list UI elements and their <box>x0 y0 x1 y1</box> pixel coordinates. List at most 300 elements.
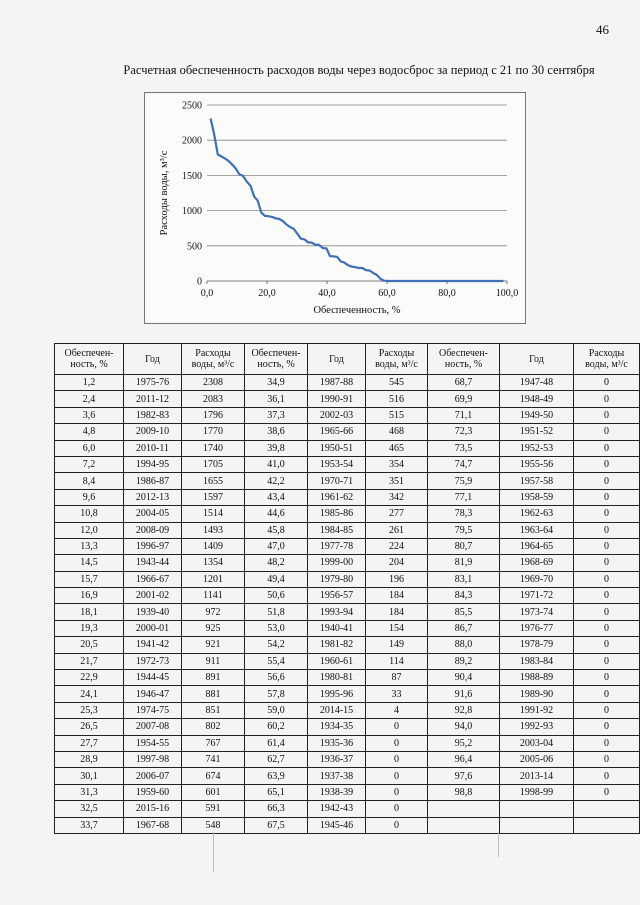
column-header-line: ность, % <box>444 359 483 370</box>
table-cell: 0 <box>574 784 640 800</box>
table-cell: 84,3 <box>428 588 500 604</box>
table-cell: 2011-12 <box>124 391 182 407</box>
table-cell: 15,7 <box>55 571 124 587</box>
table-cell: 44,6 <box>245 506 308 522</box>
table-row <box>55 719 640 735</box>
x-tick-label: 40,0 <box>318 288 336 299</box>
table-cell: 1938-39 <box>308 784 366 800</box>
table-cell: 149 <box>366 637 428 653</box>
table-cell: 41,0 <box>245 456 308 472</box>
table-cell: 0 <box>574 456 640 472</box>
table-cell: 0 <box>574 473 640 489</box>
table-cell: 80,7 <box>428 538 500 554</box>
table-row <box>55 473 640 489</box>
table-cell: 20,5 <box>55 637 124 653</box>
table-cell: 2007-08 <box>124 719 182 735</box>
column-header <box>55 344 124 375</box>
table-row <box>55 637 640 653</box>
table-cell: 48,2 <box>245 555 308 571</box>
table-cell: 95,2 <box>428 735 500 751</box>
table-cell: 925 <box>182 620 245 636</box>
table-cell <box>574 801 640 817</box>
table-cell: 1989-90 <box>500 686 574 702</box>
table-cell: 1942-43 <box>308 801 366 817</box>
table-cell: 66,3 <box>245 801 308 817</box>
column-header <box>366 344 428 375</box>
table-cell: 277 <box>366 506 428 522</box>
table-cell: 18,1 <box>55 604 124 620</box>
page-number: 46 <box>596 22 609 37</box>
table-cell: 24,1 <box>55 686 124 702</box>
table-cell: 39,8 <box>245 440 308 456</box>
table-cell: 85,5 <box>428 604 500 620</box>
table-cell: 224 <box>366 538 428 554</box>
table-cell: 50,6 <box>245 588 308 604</box>
table-cell: 1935-36 <box>308 735 366 751</box>
table-cell: 87 <box>366 670 428 686</box>
table-cell: 0 <box>574 735 640 751</box>
table-cell: 1201 <box>182 571 245 587</box>
table-cell: 1972-73 <box>124 653 182 669</box>
table-cell: 2012-13 <box>124 489 182 505</box>
table-cell: 54,2 <box>245 637 308 653</box>
table-cell: 91,6 <box>428 686 500 702</box>
table-cell: 1655 <box>182 473 245 489</box>
table-cell: 56,6 <box>245 670 308 686</box>
table-cell: 1988-89 <box>500 670 574 686</box>
x-tick-label: 60,0 <box>378 288 396 299</box>
table-cell: 1982-83 <box>124 407 182 423</box>
table-cell: 0 <box>574 506 640 522</box>
table-cell: 1981-82 <box>308 637 366 653</box>
table-cell: 184 <box>366 588 428 604</box>
column-header-line: Расходы <box>195 348 231 359</box>
table-cell: 12,0 <box>55 522 124 538</box>
table-cell: 1967-68 <box>124 817 182 833</box>
table-cell: 1940-41 <box>308 620 366 636</box>
table-cell: 0 <box>574 653 640 669</box>
y-axis-title: Расходы воды, м³/с <box>159 150 170 236</box>
scan-artifact <box>213 832 214 872</box>
table-cell: 0 <box>574 538 640 554</box>
table-cell: 891 <box>182 670 245 686</box>
table-cell: 154 <box>366 620 428 636</box>
table-cell: 1992-93 <box>500 719 574 735</box>
table-cell: 0 <box>366 768 428 784</box>
table-cell: 2,4 <box>55 391 124 407</box>
table-cell: 71,1 <box>428 407 500 423</box>
table-cell: 2001-02 <box>124 588 182 604</box>
table-row <box>55 506 640 522</box>
table-cell: 1354 <box>182 555 245 571</box>
table-cell: 92,8 <box>428 702 500 718</box>
table-cell: 2083 <box>182 391 245 407</box>
table-cell: 0 <box>574 768 640 784</box>
table-cell: 196 <box>366 571 428 587</box>
table-row <box>55 817 640 833</box>
table-cell: 1936-37 <box>308 751 366 767</box>
table-cell: 37,3 <box>245 407 308 423</box>
table-cell: 1958-59 <box>500 489 574 505</box>
table-cell: 1959-60 <box>124 784 182 800</box>
table-cell: 1993-94 <box>308 604 366 620</box>
table-cell: 57,8 <box>245 686 308 702</box>
column-header <box>182 344 245 375</box>
table-row <box>55 489 640 505</box>
table-cell: 67,5 <box>245 817 308 833</box>
table-body <box>55 375 640 834</box>
table-cell: 38,6 <box>245 424 308 440</box>
table-cell: 0 <box>574 391 640 407</box>
table-cell: 851 <box>182 702 245 718</box>
table-cell: 59,0 <box>245 702 308 718</box>
column-header <box>245 344 308 375</box>
table-cell: 1934-35 <box>308 719 366 735</box>
table-cell: 86,7 <box>428 620 500 636</box>
table-cell: 53,0 <box>245 620 308 636</box>
table-cell: 77,1 <box>428 489 500 505</box>
table-cell: 674 <box>182 768 245 784</box>
table-cell: 6,0 <box>55 440 124 456</box>
table-cell: 1705 <box>182 456 245 472</box>
table-cell: 30,1 <box>55 768 124 784</box>
table-cell: 69,9 <box>428 391 500 407</box>
table-cell: 1944-45 <box>124 670 182 686</box>
table-cell: 1141 <box>182 588 245 604</box>
table-cell: 60,2 <box>245 719 308 735</box>
table-cell: 0 <box>574 407 640 423</box>
table-cell: 2013-14 <box>500 768 574 784</box>
column-header-line: воды, м³/с <box>191 359 235 370</box>
column-header-line: Расходы <box>588 348 625 359</box>
table-cell: 2009-10 <box>124 424 182 440</box>
table-cell: 0 <box>574 440 640 456</box>
table-cell: 548 <box>182 817 245 833</box>
table-cell: 75,9 <box>428 473 500 489</box>
table-row <box>55 620 640 636</box>
table-row <box>55 784 640 800</box>
table-cell: 1998-99 <box>500 784 574 800</box>
table-cell <box>500 801 574 817</box>
table-row <box>55 440 640 456</box>
column-header-line: ность, % <box>257 359 295 370</box>
table-cell: 88,0 <box>428 637 500 653</box>
table-cell: 2010-11 <box>124 440 182 456</box>
table-cell: 1945-46 <box>308 817 366 833</box>
table-cell: 33,7 <box>55 817 124 833</box>
table-cell: 1961-62 <box>308 489 366 505</box>
table-row <box>55 653 640 669</box>
table-cell: 2003-04 <box>500 735 574 751</box>
data-table <box>54 343 640 834</box>
table-row <box>55 522 640 538</box>
table-cell: 13,3 <box>55 538 124 554</box>
table-cell: 1941-42 <box>124 637 182 653</box>
table-cell: 1514 <box>182 506 245 522</box>
table-cell: 31,3 <box>55 784 124 800</box>
table-cell: 7,2 <box>55 456 124 472</box>
table-cell: 1937-38 <box>308 768 366 784</box>
table-cell: 0 <box>574 424 640 440</box>
table-row <box>55 768 640 784</box>
y-tick-label: 1000 <box>182 206 202 218</box>
table-cell: 351 <box>366 473 428 489</box>
table-cell: 3,6 <box>55 407 124 423</box>
table-cell: 1960-61 <box>308 653 366 669</box>
flow-probability-chart <box>145 93 527 325</box>
table-cell: 1409 <box>182 538 245 554</box>
table-cell: 545 <box>366 375 428 391</box>
table-cell: 0 <box>574 670 640 686</box>
table-cell: 972 <box>182 604 245 620</box>
table-cell: 97,6 <box>428 768 500 784</box>
table-cell: 1963-64 <box>500 522 574 538</box>
table-cell <box>500 817 574 833</box>
table-cell: 36,1 <box>245 391 308 407</box>
table-cell: 43,4 <box>245 489 308 505</box>
x-tick-label: 20,0 <box>258 288 276 299</box>
table-cell: 1995-96 <box>308 686 366 702</box>
table-cell: 1946-47 <box>124 686 182 702</box>
table-cell: 1957-58 <box>500 473 574 489</box>
table-header-row <box>55 344 640 375</box>
table-cell: 65,1 <box>245 784 308 800</box>
column-header-line: Расходы <box>378 348 415 359</box>
column-header-line: Обеспечен- <box>64 348 114 359</box>
table-cell: 1987-88 <box>308 375 366 391</box>
table-cell: 26,5 <box>55 719 124 735</box>
table-cell: 767 <box>182 735 245 751</box>
table-cell: 0 <box>574 375 640 391</box>
table-cell: 114 <box>366 653 428 669</box>
table-cell: 204 <box>366 555 428 571</box>
table-cell: 0 <box>574 522 640 538</box>
table-cell <box>428 801 500 817</box>
table-cell: 1947-48 <box>500 375 574 391</box>
table-cell: 1950-51 <box>308 440 366 456</box>
table-row <box>55 424 640 440</box>
table-cell: 2014-15 <box>308 702 366 718</box>
table-row <box>55 604 640 620</box>
table-cell: 0 <box>574 637 640 653</box>
x-axis-title: Обеспеченность, % <box>313 305 401 316</box>
table-row <box>55 391 640 407</box>
scan-artifact <box>498 832 499 857</box>
table-cell: 516 <box>366 391 428 407</box>
table-cell: 62,7 <box>245 751 308 767</box>
table-cell: 1953-54 <box>308 456 366 472</box>
table-cell <box>428 817 500 833</box>
table-row <box>55 555 640 571</box>
y-tick-label: 0 <box>197 276 202 288</box>
table-cell: 2002-03 <box>308 407 366 423</box>
table-cell: 9,6 <box>55 489 124 505</box>
table-cell: 184 <box>366 604 428 620</box>
table-cell: 1980-81 <box>308 670 366 686</box>
document-title: Расчетная обеспеченность расходов воды через водосброс за период с 21 по 30 сентября <box>123 63 595 77</box>
table-cell: 90,4 <box>428 670 500 686</box>
table-cell: 0 <box>366 719 428 735</box>
y-tick-label: 2500 <box>182 100 202 112</box>
x-tick-label: 80,0 <box>438 288 456 299</box>
table-row <box>55 670 640 686</box>
table-cell: 1740 <box>182 440 245 456</box>
column-header <box>428 344 500 375</box>
table-cell: 1969-70 <box>500 571 574 587</box>
table-cell: 0 <box>366 801 428 817</box>
table-cell: 1971-72 <box>500 588 574 604</box>
table-cell: 1943-44 <box>124 555 182 571</box>
table-cell: 89,2 <box>428 653 500 669</box>
table-cell: 1956-57 <box>308 588 366 604</box>
table-cell: 0 <box>574 604 640 620</box>
table-cell: 741 <box>182 751 245 767</box>
table-cell: 25,3 <box>55 702 124 718</box>
table-cell: 2006-07 <box>124 768 182 784</box>
column-header <box>574 344 640 375</box>
table-cell: 1985-86 <box>308 506 366 522</box>
table-cell: 74,7 <box>428 456 500 472</box>
table-cell: 1990-91 <box>308 391 366 407</box>
table-cell: 22,9 <box>55 670 124 686</box>
table-cell <box>574 817 640 833</box>
table-cell: 10,8 <box>55 506 124 522</box>
table-cell: 261 <box>366 522 428 538</box>
table-row <box>55 751 640 767</box>
table-cell: 1964-65 <box>500 538 574 554</box>
column-header-line: ность, % <box>70 359 108 370</box>
table-cell: 0 <box>574 588 640 604</box>
table-cell: 921 <box>182 637 245 653</box>
table-cell: 0 <box>574 489 640 505</box>
table-row <box>55 538 640 554</box>
table-cell: 83,1 <box>428 571 500 587</box>
x-tick-label: 100,0 <box>495 288 519 299</box>
table-cell: 1493 <box>182 522 245 538</box>
table-row <box>55 686 640 702</box>
table-cell: 0 <box>574 686 640 702</box>
table-cell: 1991-92 <box>500 702 574 718</box>
column-header-line: Год <box>329 353 344 365</box>
table-cell: 63,9 <box>245 768 308 784</box>
table-cell: 1951-52 <box>500 424 574 440</box>
table-cell: 911 <box>182 653 245 669</box>
table-cell: 1979-80 <box>308 571 366 587</box>
table-cell: 1954-55 <box>124 735 182 751</box>
column-header <box>308 344 366 375</box>
table-cell: 1952-53 <box>500 440 574 456</box>
table-cell: 0 <box>574 620 640 636</box>
table-row <box>55 407 640 423</box>
table-cell: 1948-49 <box>500 391 574 407</box>
table-cell: 468 <box>366 424 428 440</box>
table-cell: 1986-87 <box>124 473 182 489</box>
table-cell: 33 <box>366 686 428 702</box>
table-cell: 1796 <box>182 407 245 423</box>
table-cell: 0 <box>366 735 428 751</box>
table-cell: 55,4 <box>245 653 308 669</box>
table-cell: 2000-01 <box>124 620 182 636</box>
column-header-line: воды, м³/с <box>585 359 628 370</box>
table-cell: 1976-77 <box>500 620 574 636</box>
table-cell: 16,9 <box>55 588 124 604</box>
table-cell: 0 <box>574 555 640 571</box>
table-cell: 0 <box>366 784 428 800</box>
table-cell: 1975-76 <box>124 375 182 391</box>
table-cell: 1962-63 <box>500 506 574 522</box>
table-cell: 78,3 <box>428 506 500 522</box>
table-cell: 465 <box>366 440 428 456</box>
x-tick-label: 0,0 <box>200 288 214 299</box>
table-cell: 68,7 <box>428 375 500 391</box>
table-cell: 45,8 <box>245 522 308 538</box>
table-cell: 2008-09 <box>124 522 182 538</box>
table-cell: 601 <box>182 784 245 800</box>
column-header-line: Год <box>145 353 160 365</box>
table-cell: 1949-50 <box>500 407 574 423</box>
table-cell: 591 <box>182 801 245 817</box>
table-cell: 354 <box>366 456 428 472</box>
table-row <box>55 456 640 472</box>
table-cell: 1997-98 <box>124 751 182 767</box>
column-header <box>500 344 574 375</box>
table-cell: 1983-84 <box>500 653 574 669</box>
table-cell: 342 <box>366 489 428 505</box>
table-row <box>55 735 640 751</box>
table-cell: 1939-40 <box>124 604 182 620</box>
table-cell: 2005-06 <box>500 751 574 767</box>
y-tick-label: 2000 <box>182 135 202 147</box>
column-header-line: воды, м³/с <box>375 359 418 370</box>
column-header-line: Обеспечен- <box>439 348 488 359</box>
table-cell: 42,2 <box>245 473 308 489</box>
table-cell: 1970-71 <box>308 473 366 489</box>
table-cell: 2004-05 <box>124 506 182 522</box>
table-cell: 49,4 <box>245 571 308 587</box>
table-cell: 1974-75 <box>124 702 182 718</box>
column-header <box>124 344 182 375</box>
table-cell: 79,5 <box>428 522 500 538</box>
table-row <box>55 571 640 587</box>
table-cell: 1965-66 <box>308 424 366 440</box>
series-line <box>211 119 504 282</box>
column-header-line: Год <box>529 353 544 365</box>
table-row <box>55 588 640 604</box>
table-cell: 1973-74 <box>500 604 574 620</box>
table-cell: 515 <box>366 407 428 423</box>
table-cell: 0 <box>574 751 640 767</box>
table-cell: 1,2 <box>55 375 124 391</box>
table-cell: 1996-97 <box>124 538 182 554</box>
table-cell: 32,5 <box>55 801 124 817</box>
table-row <box>55 801 640 817</box>
table-cell: 1597 <box>182 489 245 505</box>
table-cell: 1994-95 <box>124 456 182 472</box>
table-cell: 4,8 <box>55 424 124 440</box>
table-cell: 1955-56 <box>500 456 574 472</box>
table-cell: 2308 <box>182 375 245 391</box>
table-cell: 94,0 <box>428 719 500 735</box>
table-cell: 96,4 <box>428 751 500 767</box>
table-cell: 1978-79 <box>500 637 574 653</box>
table-cell: 1984-85 <box>308 522 366 538</box>
table-cell: 0 <box>574 702 640 718</box>
table-cell: 802 <box>182 719 245 735</box>
chart-frame <box>144 92 526 324</box>
table-cell: 21,7 <box>55 653 124 669</box>
y-tick-label: 1500 <box>182 170 202 182</box>
table-cell: 27,7 <box>55 735 124 751</box>
